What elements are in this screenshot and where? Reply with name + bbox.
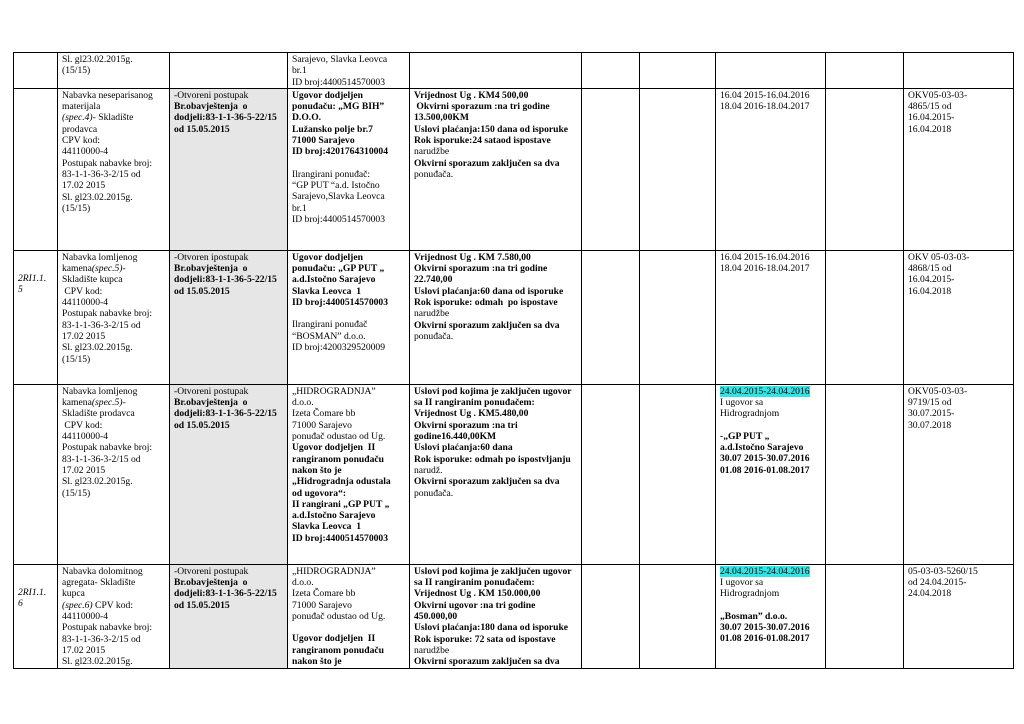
terms-line: Rok isporuke: 72 sata od ispostave xyxy=(414,633,556,645)
procedure-line: dodjeli:83-1-1-36-5-22/15 xyxy=(174,588,277,600)
contractor-line: 71000 Sarajevo xyxy=(292,135,355,147)
contractor-line: 71000 Sarajevo xyxy=(292,599,352,611)
empty-cell xyxy=(582,53,640,89)
empty-cell xyxy=(826,384,904,564)
contractor-line: rangiranom ponuđaču xyxy=(292,453,384,465)
subject-line: 83-1-1-36-3-2/15 od xyxy=(62,168,141,180)
contractor-line: “BOSMAN” d.o.o. xyxy=(292,330,366,342)
contractor-line: D.O.O. xyxy=(292,112,322,124)
procedure-line: -Otvoreni postupak xyxy=(174,565,249,577)
reference-cell xyxy=(904,384,1014,564)
code-cell xyxy=(14,88,58,250)
contractor-line: 71000 Sarajevo xyxy=(292,419,352,431)
procurement-table xyxy=(13,52,1014,669)
terms-cell xyxy=(410,384,582,564)
code-cell xyxy=(14,250,58,384)
contractor-line: ID broj:4201764310004 xyxy=(292,146,389,158)
terms-line: Okvirni ugovor :na tri godine xyxy=(414,599,536,611)
ref-line: 4865/15 od xyxy=(908,101,952,113)
subject-line: 44110000-4 xyxy=(62,146,109,158)
procedure-line: od 15.05.2015 xyxy=(174,599,230,611)
terms-line: sa II rangiranim ponuđačem: xyxy=(414,397,535,409)
terms-line: godine16.440,00KM xyxy=(414,431,497,443)
contractor-line: ponuđaču: „MG BIH” xyxy=(292,101,385,113)
spec-label: (spec.6) xyxy=(62,599,93,611)
code-cell xyxy=(14,384,58,564)
subject-line: Postupak nabavke broj: xyxy=(62,622,153,634)
period-line: Hidrogradnjom xyxy=(720,408,780,420)
terms-cell xyxy=(410,564,582,668)
contractor-line: Lužansko polje br.7 xyxy=(292,123,373,135)
subject-cell xyxy=(58,53,170,89)
period-line xyxy=(720,420,821,431)
subject-line: kupca xyxy=(62,588,85,600)
period-line xyxy=(720,600,821,611)
terms-line: Rok isporuke:24 sataod ispostave xyxy=(414,135,551,147)
period-line: 16.04 2015-16.04.2016 xyxy=(720,89,810,101)
contractor-line: rangiranom ponuđaču xyxy=(292,644,384,656)
subject-line: prodavca xyxy=(62,123,98,135)
subject-line: 17.02 2015 xyxy=(62,180,106,192)
subject-line: Postupak nabavke broj: xyxy=(62,157,153,169)
terms-cell xyxy=(410,53,582,89)
contractor-line: ID broj:4400514570003 xyxy=(292,532,389,544)
terms-line: Vrijednost Ug . KM5.480,00 xyxy=(414,408,529,420)
contractor-line: ID broj:4400514570003 xyxy=(292,213,386,225)
procedure-cell xyxy=(170,88,288,250)
subject-cell xyxy=(58,88,170,250)
ref-line: 30.07.2015- xyxy=(908,408,955,420)
period-cell xyxy=(716,250,826,384)
contractor-line: Ugovor dodjeljen xyxy=(292,89,363,101)
ref-line: 24.04.2018 xyxy=(908,588,952,600)
contractor-line: II rangirani „GP PUT „ xyxy=(292,498,390,510)
contractor-line: nakon što je xyxy=(292,655,342,667)
terms-line: Uslovi plaćanja:60 dana xyxy=(414,442,513,454)
contractor-line: “GP PUT “a.d. Istočno xyxy=(292,179,380,191)
contractor-line: „Hidrogradnja odustala xyxy=(292,476,391,488)
contractor-line: Ilrangirani ponuđač: xyxy=(292,168,371,180)
ref-line: 30.07.2018 xyxy=(908,419,952,431)
subject-line: Sl. gl23.02.2015g. xyxy=(62,342,133,354)
ref-line: 16.04.2018 xyxy=(908,285,952,297)
procedure-cell xyxy=(170,564,288,668)
terms-line: narudžbe xyxy=(414,644,450,656)
table-row xyxy=(14,564,1014,668)
subject-line: Postupak nabavke broj: xyxy=(62,308,153,320)
procedure-line: Br.obavještenja o xyxy=(174,397,248,409)
contractor-line: Izeta Čomare bb xyxy=(292,408,356,420)
subject-line: kamena(spec.5)- xyxy=(62,263,126,275)
ref-line: OKV05-03-03- xyxy=(908,89,968,101)
period-line: 16.04 2015-16.04.2016 xyxy=(720,251,810,263)
subject-line: 83-1-1-36-3-2/15 od xyxy=(62,453,141,465)
subject-line: (15/15) xyxy=(62,202,91,214)
terms-line: Okvirni sporazum :na tri xyxy=(414,419,518,431)
subject-line: Sl. gl23.02.2015g. xyxy=(62,54,133,65)
contractor-line: „HIDROGRADNJA” xyxy=(292,385,376,397)
contractor-line: Ugovor dodjeljen II xyxy=(292,633,376,645)
terms-line: Uslovi plaćanja:150 dana od isporuke xyxy=(414,123,569,135)
terms-cell xyxy=(410,88,582,250)
subject-line: Nabavka lomljenog xyxy=(62,251,138,263)
contractor-cell xyxy=(288,384,410,564)
spec-label: (spec.5) xyxy=(91,397,123,409)
highlighted-period: 24.04.2015-24.04.2016 xyxy=(720,565,810,577)
terms-line: narudžbe xyxy=(414,146,450,158)
empty-cell xyxy=(582,564,640,668)
subject-line: CPV kod: xyxy=(62,135,100,147)
subject-line: 44110000-4 xyxy=(62,611,109,623)
period-line: 30.07 2015-30.07.2016 xyxy=(720,453,810,465)
subject-line: Sl. gl23.02.2015g. xyxy=(62,476,133,488)
reference-cell xyxy=(904,564,1014,668)
terms-line: Rok isporuke: odmah po ispostvljanju xyxy=(414,453,571,465)
terms-line: 22.740,00 xyxy=(414,274,453,286)
terms-line: ponuđača. xyxy=(414,168,454,180)
contractor-cell xyxy=(288,250,410,384)
empty-cell xyxy=(640,384,716,564)
procedure-line: -Otvoreni postupak xyxy=(174,89,249,101)
subject-line: materijala xyxy=(62,101,101,113)
procedure-line: Br.obavještenja o xyxy=(174,263,248,275)
procedure-line: od 15.05.2015 xyxy=(174,285,230,297)
contractor-line: Sarajevo, Slavka Leovca xyxy=(292,54,388,65)
code-label: 2RI1.1. 5 xyxy=(18,272,47,296)
terms-line: Uslovi plaćanja:180 dana od isporuke xyxy=(414,622,569,634)
contractor-line xyxy=(292,308,405,319)
procedure-cell xyxy=(170,53,288,89)
empty-cell xyxy=(826,88,904,250)
subject-line: Skladište kupca xyxy=(62,274,123,286)
procedure-line: dodjeli:83-1-1-36-5-22/15 xyxy=(174,112,277,124)
period-line: a.d.Istočno Sarajevo xyxy=(720,442,804,454)
subject-line: CPV kod: xyxy=(62,285,103,297)
period-line: 30.07 2015-30.07.2016 xyxy=(720,622,810,634)
procedure-line: od 15.05.2015 xyxy=(174,123,230,135)
procedure-line: od 15.05.2015 xyxy=(174,419,230,431)
ref-line: 9719/15 od xyxy=(908,397,952,409)
terms-line: ponuđača. xyxy=(414,330,454,342)
subject-line: (15/15) xyxy=(62,65,91,77)
terms-line: Vrijednost Ug . KM4 500,00 xyxy=(414,89,529,101)
highlighted-period: 24.04.2015-24.04.2016 xyxy=(720,385,810,397)
period-line: 18.04 2016-18.04.2017 xyxy=(720,263,810,275)
subject-cell xyxy=(58,384,170,564)
contractor-line: Izeta Čomare bb xyxy=(292,588,356,600)
ref-line: 05-03-03-5260/15 xyxy=(908,565,978,577)
subject-line: 17.02 2015 xyxy=(62,464,106,476)
table-row xyxy=(14,88,1014,250)
reference-cell xyxy=(904,53,1014,89)
subject-line: 83-1-1-36-3-2/15 od xyxy=(62,319,141,331)
code-label: 2RI1.1. 6 xyxy=(18,586,47,610)
period-line: I ugovor sa xyxy=(720,577,764,589)
period-cell xyxy=(716,88,826,250)
contractor-line: d.o.o. xyxy=(292,397,314,409)
empty-cell xyxy=(640,564,716,668)
contractor-line: Ugovor dodjeljen II xyxy=(292,442,376,454)
terms-line: Okvirni sporazum zaključen sa dva xyxy=(414,476,560,488)
table-row xyxy=(14,53,1014,89)
procedure-line: dodjeli:83-1-1-36-5-22/15 xyxy=(174,408,277,420)
procedure-cell xyxy=(170,250,288,384)
procedure-line: Br.obavještenja o xyxy=(174,101,248,113)
empty-cell xyxy=(640,53,716,89)
subject-line: 17.02 2015 xyxy=(62,644,106,656)
code-cell xyxy=(14,53,58,89)
subject-line: Sl. gl23.02.2015g. xyxy=(62,656,133,668)
terms-line: narudžbe xyxy=(414,308,450,320)
contractor-line: „HIDROGRADNJA” xyxy=(292,565,376,577)
subject-line: kamena(spec.5)- xyxy=(62,397,126,409)
terms-line: sa II rangiranim ponuđačem: xyxy=(414,577,535,589)
table-body xyxy=(14,53,1014,669)
table-row xyxy=(14,250,1014,384)
subject-line: Sl. gl23.02.2015g. xyxy=(62,191,133,203)
subject-line: (15/15) xyxy=(62,353,91,365)
period-line: „Bosman” d.o.o. xyxy=(720,610,788,622)
period-line: 01.08 2016-01.08.2017 xyxy=(720,464,810,476)
subject-line: (spec.6) CPV kod: xyxy=(62,599,133,611)
contractor-line: d.o.o. xyxy=(292,577,314,589)
procedure-line: dodjeli:83-1-1-36-5-22/15 xyxy=(174,274,277,286)
period-line: Hidrogradnjom xyxy=(720,588,780,600)
contractor-line: a.d.Istočno Sarajevo xyxy=(292,510,376,522)
contractor-line: od ugovora“: xyxy=(292,487,347,499)
terms-line: 13.500,00KM xyxy=(414,112,469,124)
terms-cell xyxy=(410,250,582,384)
contractor-line xyxy=(292,158,405,169)
subject-line: Postupak nabavke broj: xyxy=(62,442,153,454)
empty-cell xyxy=(640,88,716,250)
contractor-line: ID broj:4400514570003 xyxy=(292,297,389,309)
code-cell xyxy=(14,564,58,668)
ref-line: OKV 05-03-03- xyxy=(908,251,970,263)
period-cell xyxy=(716,53,826,89)
terms-line: Okvirni sporazum :na tri godine xyxy=(414,101,550,113)
procedure-line: -Otvoren ipostupak xyxy=(174,251,249,263)
ref-line: 16.04.2015- xyxy=(908,274,955,286)
reference-cell xyxy=(904,88,1014,250)
empty-cell xyxy=(826,564,904,668)
terms-line: Okvirni sporazum zaključen sa dva xyxy=(414,319,560,331)
subject-line: 83-1-1-36-3-2/15 od xyxy=(62,633,141,645)
contractor-line: ID broj:4200329520009 xyxy=(292,341,386,353)
contractor-line: ID broj:4400514570003 xyxy=(292,76,386,88)
subject-line: agregata- Skladište xyxy=(62,577,136,589)
subject-line: 44110000-4 xyxy=(62,431,109,443)
period-line: I ugovor sa xyxy=(720,397,764,409)
contractor-cell xyxy=(288,53,410,89)
subject-line: Nabavka lomljenog xyxy=(62,385,138,397)
period-line: 18.04 2016-18.04.2017 xyxy=(720,101,810,113)
subject-line: (spec.4)- Skladište xyxy=(62,112,134,124)
terms-line: Okvirni sporazum :na tri godine xyxy=(414,263,548,275)
empty-cell xyxy=(582,250,640,384)
terms-line: Okvirni sporazum zaključen sa dva xyxy=(414,157,560,169)
terms-line: Vrijednost Ug . KM 150.000,00 xyxy=(414,588,541,600)
contractor-cell xyxy=(288,88,410,250)
contractor-line: Slavka Leovca 1 xyxy=(292,285,362,297)
period-line: -„GP PUT „ xyxy=(720,430,770,442)
contractor-line: ponuđaču: „GP PUT „ xyxy=(292,263,385,275)
spec-label: (spec.4) xyxy=(62,112,93,124)
empty-cell xyxy=(582,384,640,564)
contractor-line: ponuđač odustao od Ug. xyxy=(292,611,386,623)
empty-cell xyxy=(826,53,904,89)
procedure-line: Br.obavještenja o xyxy=(174,577,248,589)
terms-line: Uslovi plaćanja:60 dana od isporuke xyxy=(414,285,564,297)
ref-line: od 24.04.2015- xyxy=(908,577,967,589)
procedure-line: -Otvoreni postupak xyxy=(174,385,249,397)
empty-cell xyxy=(826,250,904,384)
subject-line: 44110000-4 xyxy=(62,297,109,309)
procedure-cell xyxy=(170,384,288,564)
terms-line: ponuđača. xyxy=(414,487,454,499)
subject-line: (15/15) xyxy=(62,487,91,499)
contractor-line xyxy=(292,622,405,633)
contractor-cell xyxy=(288,564,410,668)
contractor-line: br.1 xyxy=(292,202,307,214)
contractor-line: nakon što je xyxy=(292,464,342,476)
spec-label: (spec.5) xyxy=(91,263,123,275)
period-cell xyxy=(716,564,826,668)
period-cell xyxy=(716,384,826,564)
subject-cell xyxy=(58,250,170,384)
terms-line: Uslovi pod kojima je zaključen ugovor xyxy=(414,565,572,577)
subject-line: Nabavka dolomitnog xyxy=(62,565,143,577)
ref-line: 16.04.2015- xyxy=(908,112,955,124)
period-line: 01.08 2016-01.08.2017 xyxy=(720,633,810,645)
terms-line: 450.000,00 xyxy=(414,611,458,623)
terms-line: Uslovi pod kojima je zaključen ugovor xyxy=(414,385,572,397)
table-row xyxy=(14,384,1014,564)
terms-line: Vrijednost Ug . KM 7.580,00 xyxy=(414,251,531,263)
contractor-line: br.1 xyxy=(292,65,307,77)
subject-line: 17.02 2015 xyxy=(62,330,106,342)
ref-line: 16.04.2018 xyxy=(908,123,952,135)
reference-cell xyxy=(904,250,1014,384)
terms-line: Okvirni sporazum zaključen sa dva xyxy=(414,656,560,668)
terms-line: Rok isporuke: odmah po ispostave xyxy=(414,297,558,309)
subject-line: Skladište prodavca xyxy=(62,408,135,420)
subject-cell xyxy=(58,564,170,668)
empty-cell xyxy=(582,88,640,250)
contractor-line: a.d.Istočno Sarajevo xyxy=(292,274,376,286)
empty-cell xyxy=(640,250,716,384)
contractor-line: ponuđač odustao od Ug. xyxy=(292,431,386,443)
contractor-line: Slavka Leovca 1 xyxy=(292,521,362,533)
ref-line: 4868/15 od xyxy=(908,263,952,275)
contractor-line: Ilrangirani ponuđač xyxy=(292,319,368,331)
subject-line: CPV kod: xyxy=(62,419,103,431)
terms-line: narudž. xyxy=(414,464,443,476)
contractor-line: Ugovor dodjeljen xyxy=(292,251,363,263)
subject-line: Nabavka neseparisanog xyxy=(62,89,153,101)
contractor-line: Sarajevo,Slavka Leovca xyxy=(292,191,385,203)
ref-line: OKV05-03-03- xyxy=(908,385,968,397)
